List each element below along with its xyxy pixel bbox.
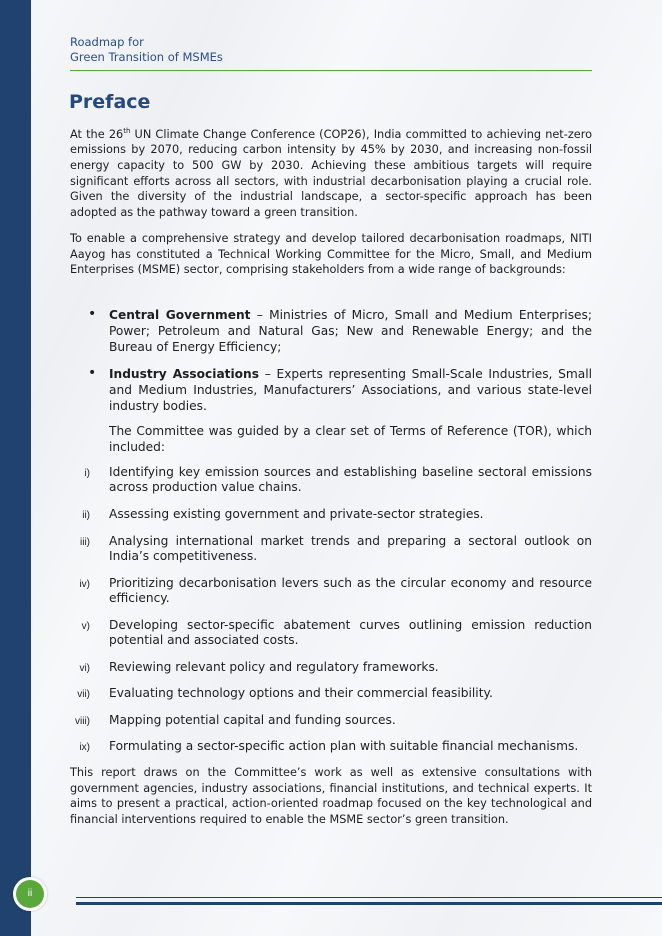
stakeholder-item <box>88 307 592 355</box>
header-line-1: Roadmap for <box>70 35 144 49</box>
tor-item <box>70 739 592 754</box>
left-side-bar <box>0 0 31 936</box>
tor-text: Mapping potential capital and funding sources. <box>109 712 396 727</box>
tor-item <box>70 507 592 522</box>
intro-text-start: At the 26 <box>70 127 124 141</box>
running-header <box>70 35 592 71</box>
tor-number: ix) <box>79 742 90 754</box>
tor-text: Reviewing relevant policy and regulatory frameworks. <box>109 659 439 674</box>
tor-text: Formulating a sector-specific action plan with suitable financial mechanisms. <box>109 739 579 754</box>
tor-item <box>70 686 592 701</box>
tor-text: Evaluating technology options and their commercial feasibility. <box>109 686 493 701</box>
tor-text: Prioritizing decarbonisation levers such as the circular economy and resource efficiency. <box>109 575 592 605</box>
tor-item <box>70 534 592 565</box>
stakeholder-description: – Experts representing Small-Scale Industries, Small and Medium Industries, Manufacturers’ Associations, and various state-level industry bodies. <box>109 367 592 413</box>
tor-item <box>70 465 592 496</box>
tor-item <box>70 576 592 607</box>
tor-intro: The Committee was guided by a clear set of Terms of Reference (TOR), which included: <box>109 424 592 454</box>
tor-item <box>70 713 592 728</box>
stakeholder-item <box>88 366 592 414</box>
page-title: Preface <box>69 91 151 113</box>
intro-text-rest: UN Climate Change Conference (COP26), India committed to achieving net-zero emissions by 2070, reducing carbon intensity by 45% by 2030, and increasing non-fossil energy capacity to 500 GW by 2030. Achieving these ambitious targets will require significant efforts across all sectors, with industrial decarbonisation playing a crucial role. Given the diversity of the industrial landscape, a sector-specific approach has been adopted as the pathway toward a green transition. <box>70 127 593 219</box>
bullet-icon: • <box>88 306 97 322</box>
tor-number: vii) <box>77 689 90 701</box>
intro-paragraph <box>70 124 592 220</box>
tor-number: v) <box>81 620 90 632</box>
tor-number: ii) <box>82 510 90 521</box>
stakeholder-description: – Ministries of Micro, Small and Medium Enterprises; Power; Petroleum and Natural Gas; New and Renewable Energy; and the Bureau of Energy Efficiency; <box>109 308 592 354</box>
tor-number: viii) <box>75 715 90 727</box>
bullet-icon: • <box>88 365 97 381</box>
stakeholder-name: Central Government <box>109 308 251 322</box>
ordinal-superscript: th <box>123 127 131 135</box>
committee-paragraph: To enable a comprehensive strategy and develop tailored decarbonisation roadmaps, NITI Aayog has constituted a Technical Working Committee for the Micro, Small, and Medium Enterprises (MSME) sector, comprising stakeholders from a wide range of backgrounds: <box>70 232 592 277</box>
closing-paragraph: This report draws on the Committee’s work as well as extensive consultations with government agencies, industry associations, financial institutions, and technical experts. It aims to present a practical, action-oriented roadmap focused on the key technological and financial interventions required to enable the MSME sector’s green transition. <box>70 766 592 826</box>
tor-text: Identifying key emission sources and establishing baseline sectoral emissions across production value chains. <box>109 465 592 495</box>
tor-number: iv) <box>79 578 90 590</box>
tor-text: Assessing existing government and private-sector strategies. <box>109 507 484 521</box>
stakeholder-name: Industry Associations <box>109 367 259 381</box>
tor-text: Developing sector-specific abatement curves outlining emission reduction potential and associated costs. <box>109 617 592 647</box>
tor-list <box>70 465 592 766</box>
tor-text: Analysing international market trends and preparing a sectoral outlook on India’s competitiveness. <box>109 533 592 563</box>
tor-item <box>70 660 592 675</box>
tor-number: iii) <box>80 536 90 548</box>
stakeholder-list <box>88 307 592 425</box>
page-number: ii <box>16 880 44 908</box>
footer-rule <box>76 897 662 905</box>
header-line-2: Green Transition of MSMEs <box>70 50 223 64</box>
tor-item <box>70 618 592 649</box>
tor-number: vi) <box>79 662 90 674</box>
page-number-badge <box>13 877 47 911</box>
tor-number: i) <box>84 468 90 479</box>
